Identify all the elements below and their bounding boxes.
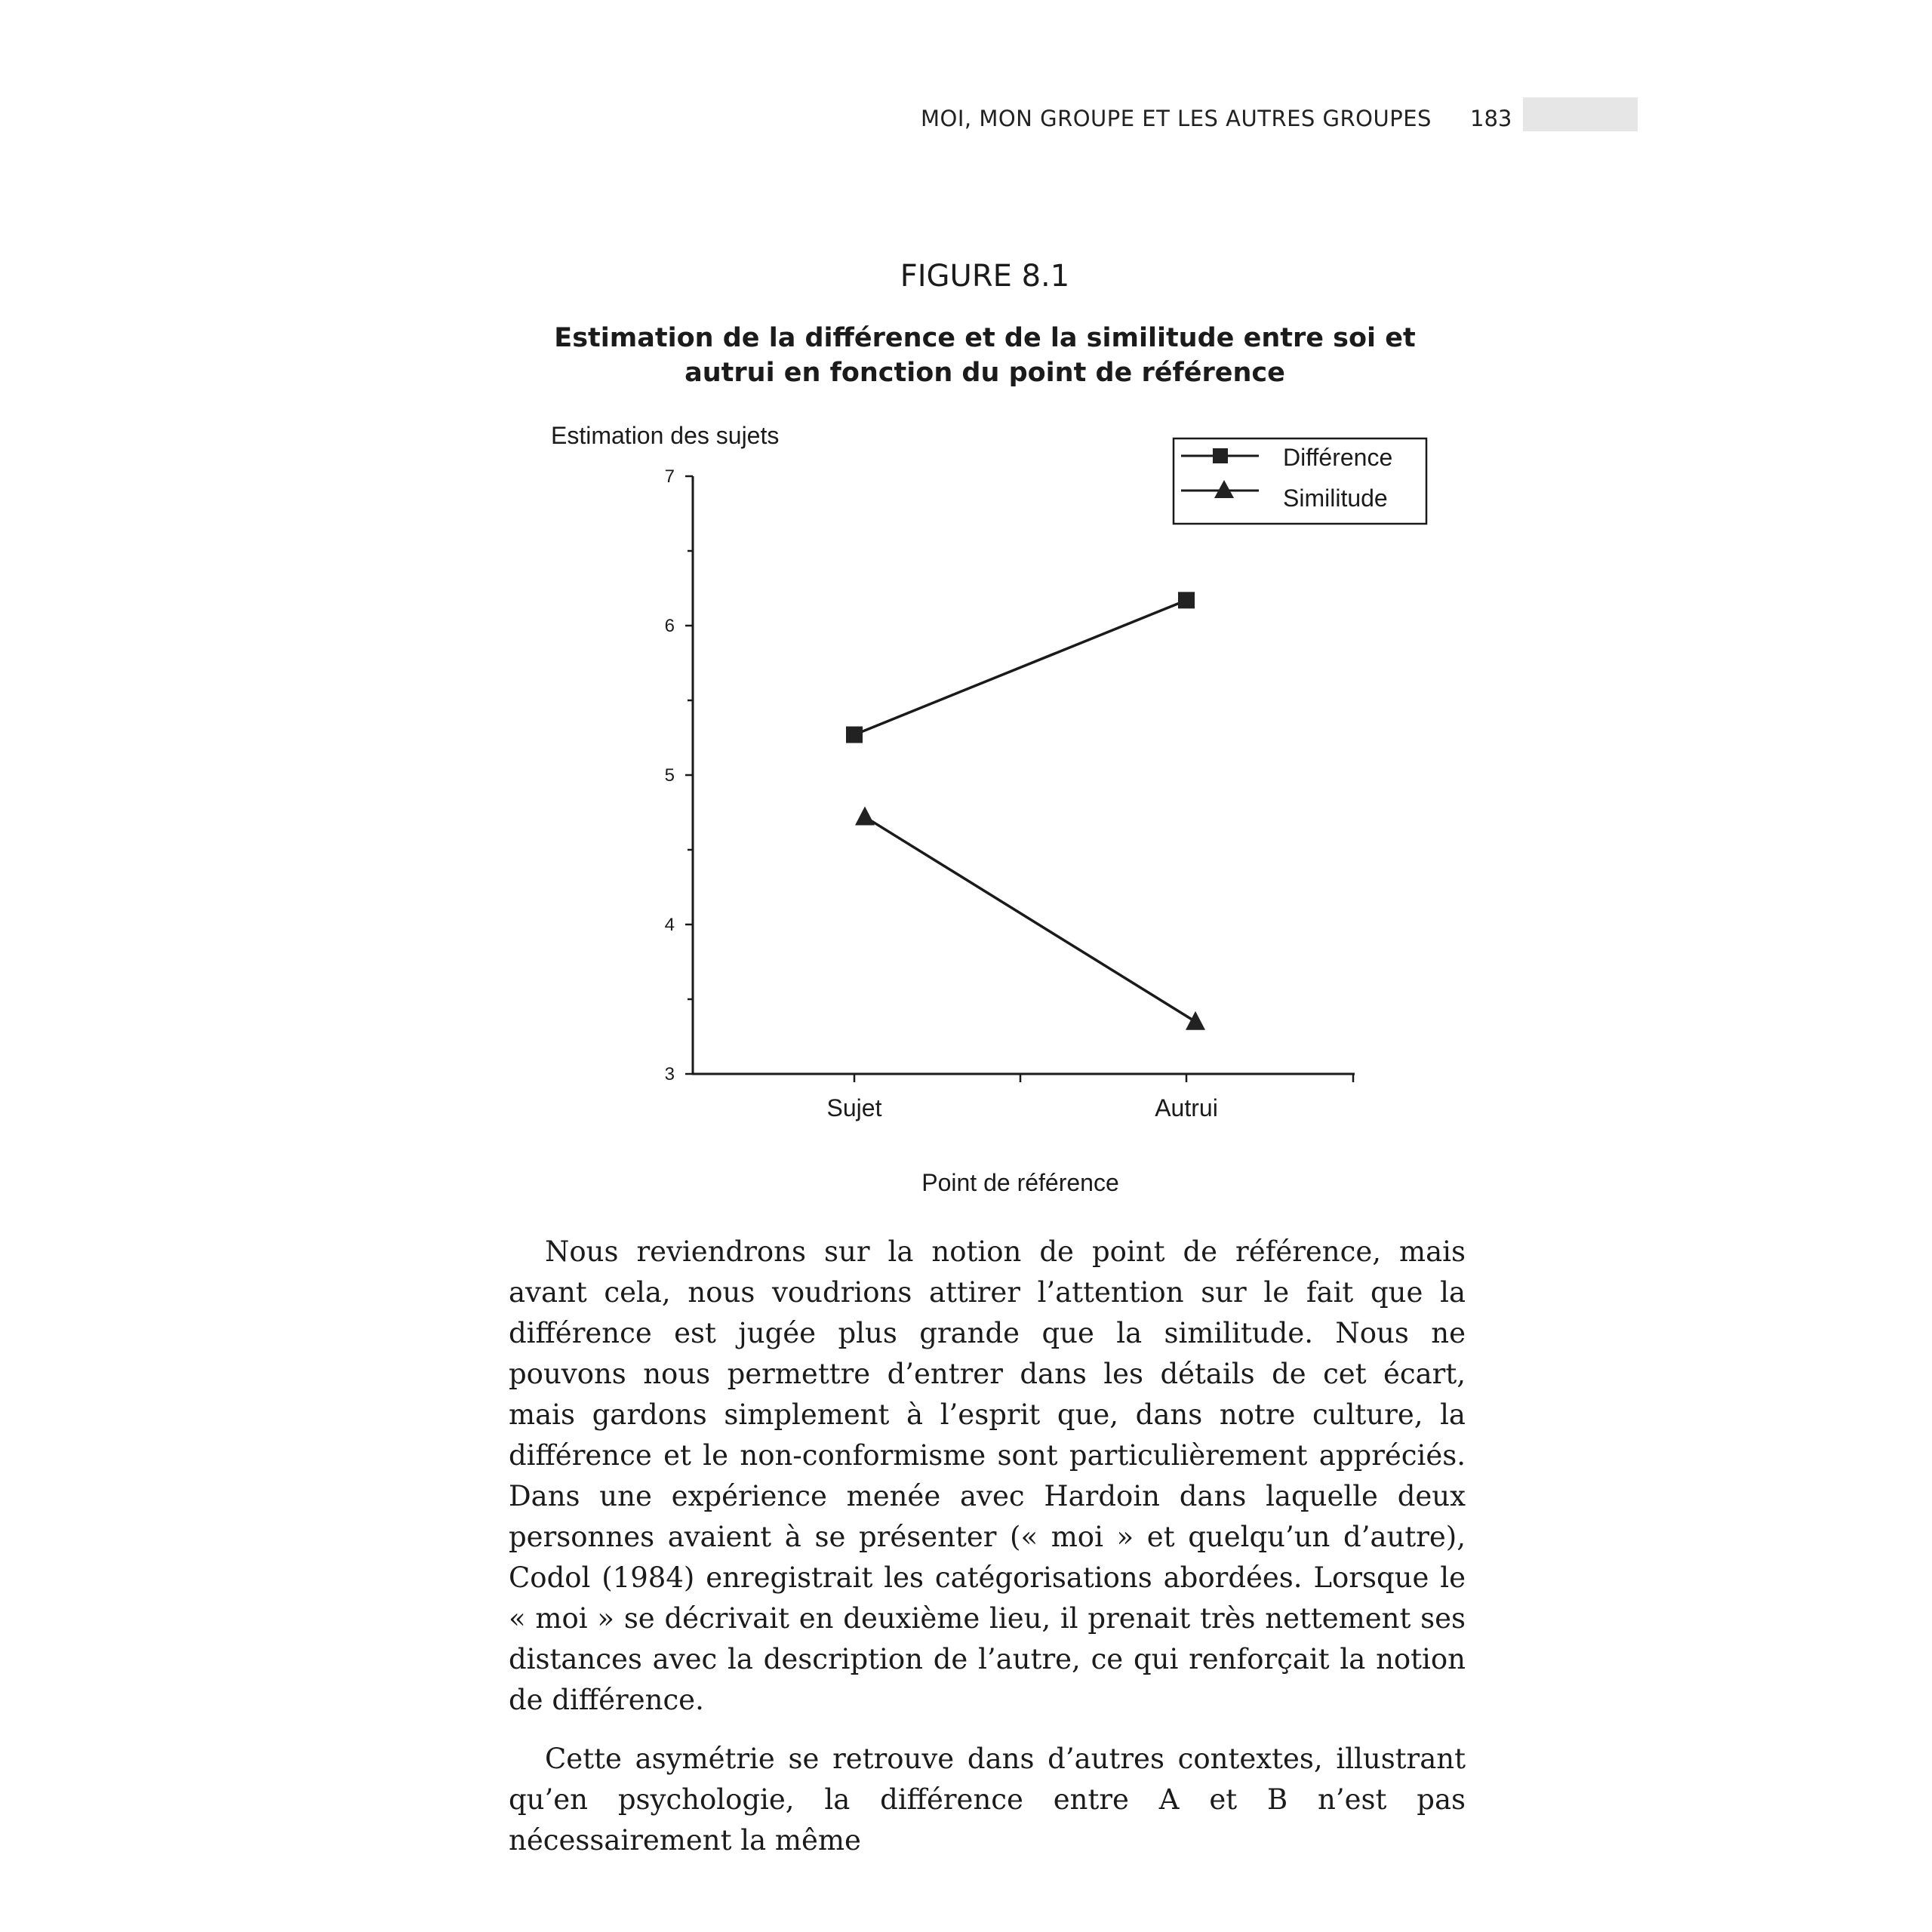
y-axis-label: Estimation des sujets xyxy=(551,422,780,449)
x-tick-label: Autrui xyxy=(1155,1094,1218,1121)
data-point-triangle xyxy=(1186,1011,1205,1030)
data-point-square xyxy=(1178,592,1195,608)
chart-plot xyxy=(665,466,1355,1121)
y-tick-label: 4 xyxy=(664,915,675,935)
y-tick-label: 3 xyxy=(664,1064,675,1084)
legend-marker-square xyxy=(1213,448,1228,463)
y-tick-label: 6 xyxy=(664,616,675,636)
legend-label-similitude: Similitude xyxy=(1283,485,1388,512)
data-point-square xyxy=(846,727,863,743)
legend xyxy=(1174,438,1426,524)
x-tick-label: Sujet xyxy=(826,1094,882,1121)
paragraph: Nous reviendrons sur la notion de point de référence, mais avant cela, nous voudrions attirer l’attention sur le fait que la différence est jugée plus grande que la similitude. Nous ne pouvons nous permettre d’entrer dans les détails de cet écart, mais gardons simplement à l’esprit que, dans notre culture, la différence et le non-conformisme sont particulièrement appréciés. Dans une expérience menée avec Hardoin dans laquelle deux personnes avaient à se présenter (« moi » et quelqu’un d’autre), Codol (1984) enregistrait les catégorisations abordées. Lorsque le « moi » se décrivait en deuxième lieu, il prenait très nettement ses distances avec la description de l’autre, ce qui renforçait la notion de différence. xyxy=(509,1235,1466,1716)
body-text xyxy=(509,1232,1466,1879)
legend-label-difference: Différence xyxy=(1283,444,1393,471)
figure-label: FIGURE 8.1 xyxy=(900,259,1070,294)
y-tick-label: 5 xyxy=(664,765,675,786)
x-axis-label: Point de référence xyxy=(921,1169,1119,1196)
page-number: 183 xyxy=(1470,106,1512,131)
paragraph: Cette asymétrie se retrouve dans d’autres contextes, illustrant qu’en psychologie, la différence entre A et B n’est pas nécessairement la même xyxy=(509,1743,1466,1857)
data-point-triangle xyxy=(855,806,875,825)
y-tick-label: 7 xyxy=(664,466,675,487)
series-line-difference xyxy=(854,600,1186,734)
figure-title: Estimation de la différence et de la similitude entre soi et autrui en fonction du point de référence xyxy=(554,323,1416,388)
series-line-similitude xyxy=(865,817,1195,1021)
running-head: MOI, MON GROUPE ET LES AUTRES GROUPES xyxy=(921,106,1432,131)
